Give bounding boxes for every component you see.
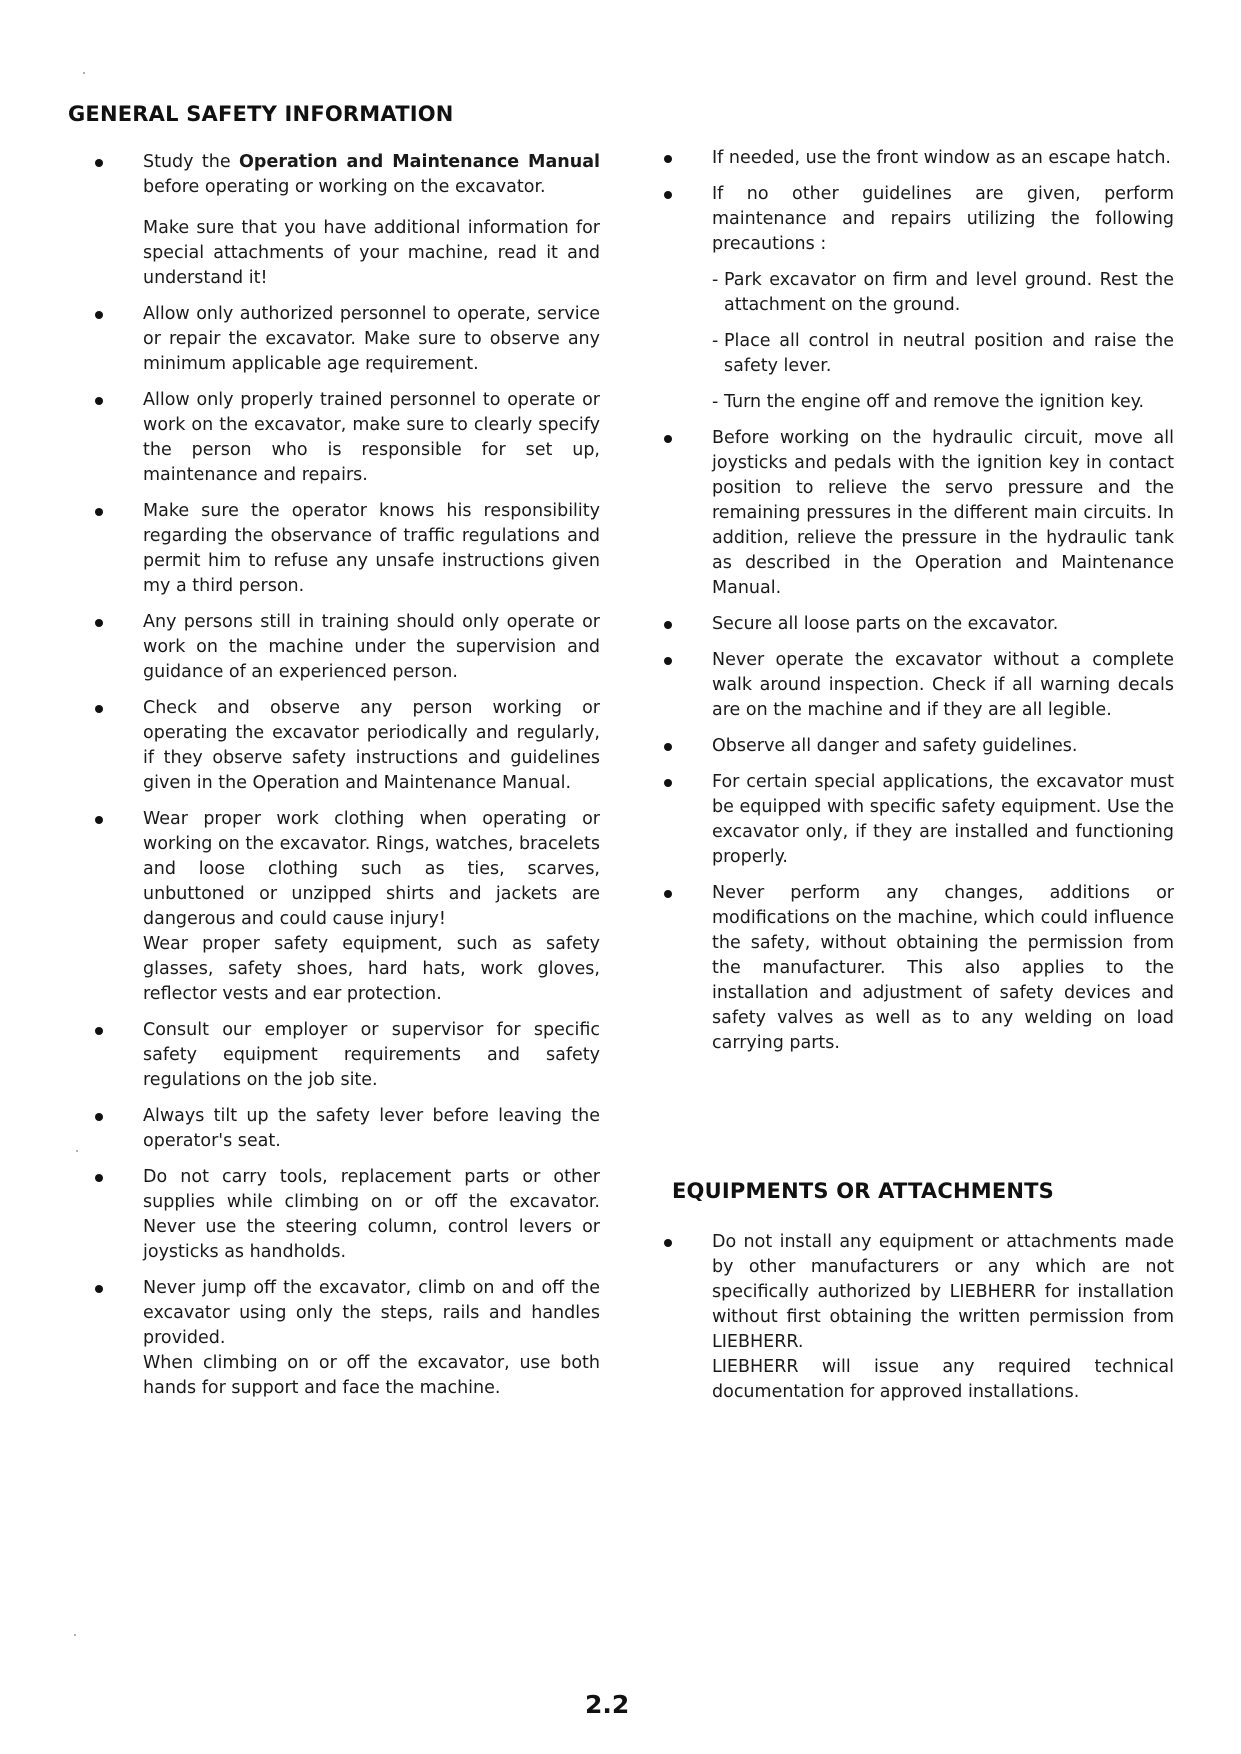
list-item-text: Never perform any changes, additions or modifications on the machine, which could influence the safety, without obtaining the permission from the manufacturer. This also applies to the installation and adjustment of safety devices and safety valves as well as to any welding on load carrying parts. — [712, 883, 1174, 1053]
bullet-dot — [664, 155, 672, 163]
dash-marker: - — [712, 270, 719, 290]
list-item — [95, 150, 600, 291]
list-item-text: Never operate the excavator without a complete walk around inspection. Check if all warning decals are on the machine and if they are all legible. — [712, 650, 1174, 720]
list-item — [95, 388, 600, 488]
list-item-text: Always tilt up the safety lever before leaving the operator's seat. — [143, 1106, 600, 1151]
bullet-dot — [95, 816, 103, 824]
list-item-text-extra: Wear proper safety equipment, such as safety glasses, safety shoes, hard hats, work gloves, reflector vests and ear protection. — [143, 934, 600, 1004]
list-item — [95, 1276, 600, 1401]
bullet-dot — [664, 621, 672, 629]
list-item-text: Check and observe any person working or operating the excavator periodically and regularly, if they observe safety instructions and guidelines given in the Operation and Maintenance Manual. — [143, 698, 600, 793]
precaution-text: Park excavator on firm and level ground. Rest the attachment on the ground. — [724, 270, 1174, 315]
left-column — [95, 150, 600, 1412]
list-item-text: Consult our employer or supervisor for specific safety equipment requirements and safety regulations on the job site. — [143, 1020, 600, 1090]
precaution-item — [664, 329, 1174, 379]
list-item-text — [143, 150, 600, 200]
bullet-dot — [664, 1239, 672, 1247]
list-item — [664, 146, 1174, 171]
list-item — [95, 696, 600, 796]
section-heading-general-safety: GENERAL SAFETY INFORMATION — [68, 102, 454, 126]
bullet-dot — [95, 1027, 103, 1035]
list-item-text: Never jump off the excavator, climb on and off the excavator using only the steps, rails and handles provided. — [143, 1278, 600, 1348]
list-item — [95, 1165, 600, 1265]
list-item-text: Before working on the hydraulic circuit, move all joysticks and pedals with the ignition key in contact position to relieve the servo pressure and the remaining pressures in the different main circuits. In addition, relieve the pressure in the hydraulic tank as described in the Operation and Maintenance Manual. — [712, 428, 1174, 598]
bullet-dot — [664, 779, 672, 787]
list-item-text: For certain special applications, the excavator must be equipped with specific safety equipment. Use the excavator only, if they are installed and functioning properly. — [712, 772, 1174, 867]
precaution-item — [664, 390, 1174, 415]
manual-title: Operation and Maintenance Manual — [239, 152, 601, 172]
list-item — [664, 182, 1174, 257]
list-item-text: Any persons still in training should only operate or work on the machine under the supervision and guidance of an experienced person. — [143, 612, 600, 682]
bullet-dot — [664, 657, 672, 665]
right-column — [664, 146, 1174, 1067]
precaution-item — [664, 268, 1174, 318]
list-item-text: Wear proper work clothing when operating or working on the excavator. Rings, watches, bracelets and loose clothing such as ties, scarves, unbuttoned or unzipped shirts and jackets are dangerous and could cause injury! — [143, 809, 600, 929]
list-item — [664, 648, 1174, 723]
list-item — [95, 302, 600, 377]
list-item — [95, 807, 600, 1007]
list-item — [95, 1018, 600, 1093]
dash-marker: - — [712, 331, 719, 351]
list-item — [664, 770, 1174, 870]
list-item — [95, 499, 600, 599]
bullet-dot — [95, 705, 103, 713]
bullet-dot — [95, 311, 103, 319]
bullet-dot — [664, 435, 672, 443]
list-item-text: Make sure the operator knows his responsibility regarding the observance of traffic regulations and permit him to refuse any unsafe instructions given my a third person. — [143, 501, 600, 596]
equipments-column — [664, 1230, 1174, 1416]
bullet-dot — [95, 1285, 103, 1293]
list-item — [95, 610, 600, 685]
list-item-text-extra: LIEBHERR will issue any required technical documentation for approved installations. — [712, 1357, 1174, 1402]
precaution-text: Turn the engine off and remove the ignition key. — [724, 392, 1145, 412]
list-item-text-lead: Study the — [143, 152, 240, 172]
bullet-dot — [664, 191, 672, 199]
bullet-dot — [664, 890, 672, 898]
list-item-text: If no other guidelines are given, perform maintenance and repairs utilizing the following precautions : — [712, 184, 1174, 254]
bullet-dot — [95, 619, 103, 627]
scan-speck — [83, 72, 85, 74]
dash-marker: - — [712, 392, 719, 412]
bullet-dot — [664, 743, 672, 751]
list-item-text: Secure all loose parts on the excavator. — [712, 614, 1059, 634]
list-item-text: Allow only authorized personnel to operate, service or repair the excavator. Make sure to observe any minimum applicable age requirement. — [143, 304, 600, 374]
list-item-text-tail: before operating or working on the excavator. — [143, 177, 546, 197]
list-item-text-extra: When climbing on or off the excavator, use both hands for support and face the machine. — [143, 1353, 600, 1398]
list-item — [664, 734, 1174, 759]
bullet-dot — [95, 1113, 103, 1121]
list-item — [664, 881, 1174, 1056]
list-item-text: Observe all danger and safety guidelines. — [712, 736, 1078, 756]
bullet-dot — [95, 397, 103, 405]
list-item — [664, 612, 1174, 637]
list-item-text: Do not carry tools, replacement parts or other supplies while climbing on or off the excavator. Never use the steering column, control levers or joysticks as handholds. — [143, 1167, 600, 1262]
list-item-text: Do not install any equipment or attachments made by other manufacturers or any which are not specifically authorized by LIEBHERR for installation without first obtaining the written permission from LIEBHERR. — [712, 1232, 1174, 1352]
list-item-text: If needed, use the front window as an escape hatch. — [712, 148, 1171, 168]
list-item — [664, 426, 1174, 601]
scan-speck — [76, 1150, 78, 1152]
scan-speck — [74, 1634, 76, 1636]
page-number: 2.2 — [585, 1690, 630, 1719]
bullet-dot — [95, 508, 103, 516]
precaution-text: Place all control in neutral position and raise the safety lever. — [724, 331, 1174, 376]
bullet-dot — [95, 1174, 103, 1182]
list-item — [664, 1230, 1174, 1405]
section-heading-equipments: EQUIPMENTS OR ATTACHMENTS — [672, 1179, 1054, 1203]
list-item-text-extra: Make sure that you have additional information for special attachments of your machine, read it and understand it! — [143, 218, 600, 288]
list-item-text: Allow only properly trained personnel to operate or work on the excavator, make sure to clearly specify the person who is responsible for set up, maintenance and repairs. — [143, 390, 600, 485]
bullet-dot — [95, 159, 103, 167]
list-item — [95, 1104, 600, 1154]
